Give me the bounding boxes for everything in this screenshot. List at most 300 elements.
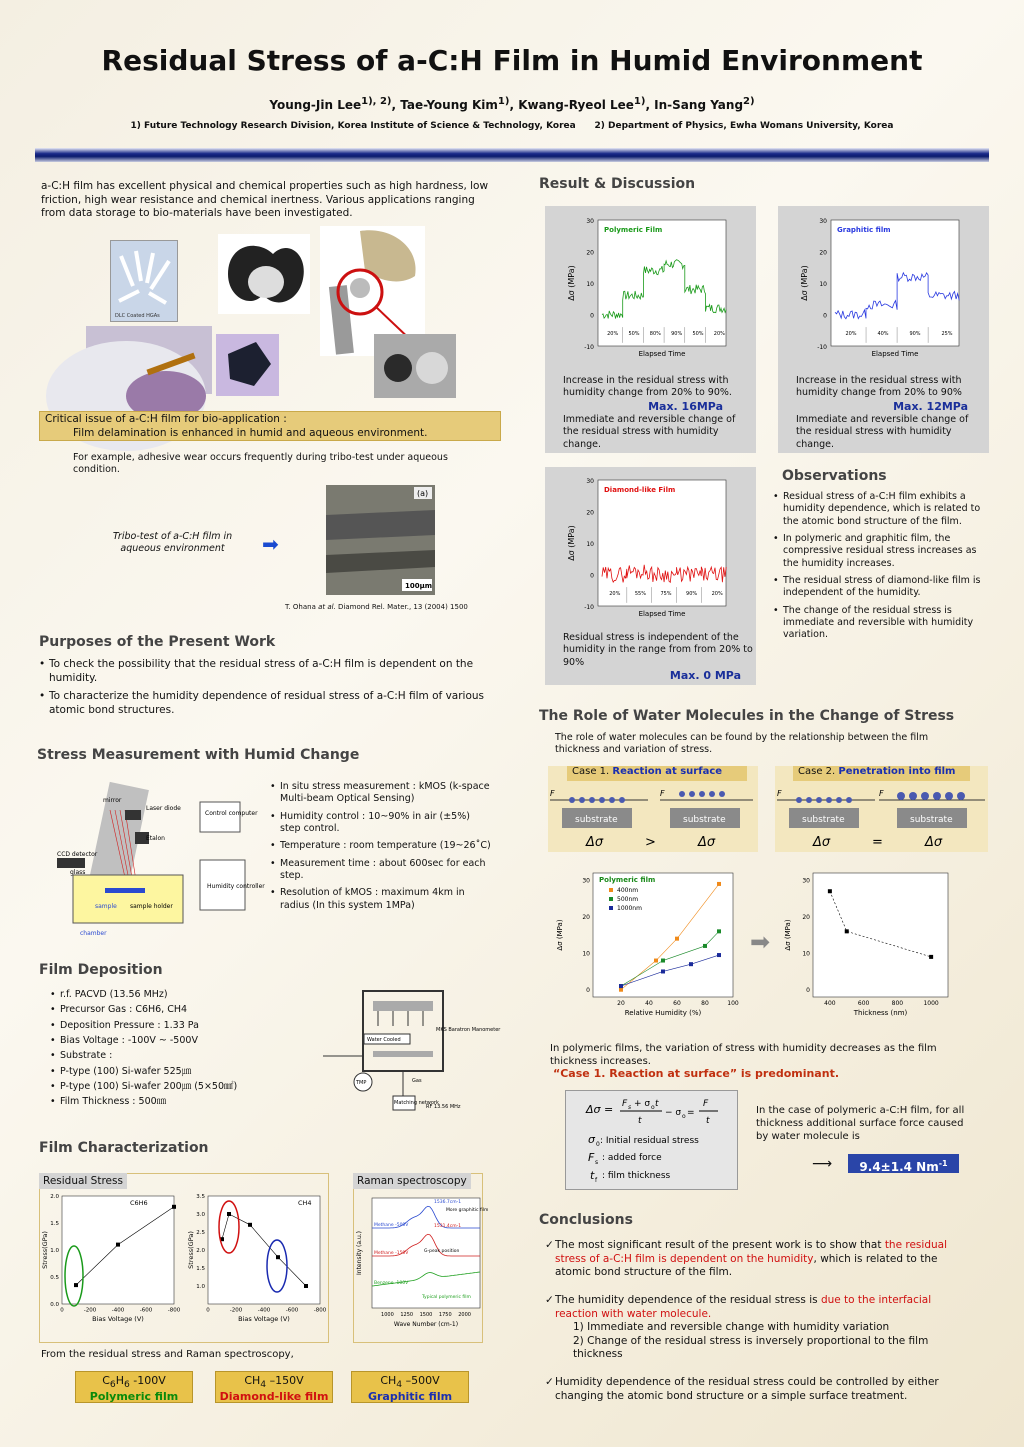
critical-issue-line1: Critical issue of a-C:H film for bio-application : [45,413,287,425]
case2-prefix: Case 2. [798,766,839,777]
x-tick-label: 600 [857,1000,870,1007]
legend-marker [609,888,613,892]
y-axis-label: Δσ (MPa) [567,265,576,301]
ball-joint-photo [374,334,456,398]
x-axis-label: Bias Voltage (V) [238,1315,290,1323]
data-point [619,984,623,988]
y-tick-label: 20 [819,249,827,257]
chamber-label: chamber [80,930,107,937]
g-peak-label: G-peak position [424,1249,460,1254]
data-point [304,1284,308,1288]
stress-ch4-chart [186,1190,326,1330]
data-point [717,929,721,933]
y-tick-label: 0 [823,312,827,320]
micrograph-tag: (a) [417,489,429,498]
typical-polymeric-label: Typical polymeric film [422,1295,471,1300]
characterization-heading: Film Characterization [39,1140,209,1156]
purposes-heading: Purposes of the Present Work [39,634,276,650]
polymeric-max: Max. 16MPa [648,399,723,413]
spectrum-label: Benzene -100V [374,1281,409,1286]
y-tick-label: 10 [802,950,810,958]
humidity-step-label: 90% [686,590,698,597]
sample-label: sample [95,903,117,910]
critical-issue-line2: Film delamination is enhanced in humid and aqueous environment. [73,426,428,439]
y-tick-label: 0.5 [50,1275,59,1282]
polymeric-text-1: Increase in the residual stress with humidity change from 20% to 90%. [563,375,732,399]
y-axis-label: Stress(GPa) [41,1231,49,1269]
case1-label: Reaction at surface [612,766,723,777]
y-tick-label: 10 [586,281,594,288]
long-arrow-icon: ⟶ [812,1156,833,1172]
diamond-max: Max. 0 MPa [669,669,741,683]
stress-item: • Temperature : room temperature (19~26˚C) [270,840,492,852]
tribo-micrograph [326,485,435,595]
more-graphitic-label: More graphitic film [446,1208,489,1213]
svg-text:s: s [628,1104,632,1111]
observations-list [773,491,988,647]
case1-tag [567,766,747,781]
x-tick-label: 0 [60,1307,64,1314]
x-axis-label: Elapsed Time [871,350,919,358]
stress-item: • Humidity control : 10~90% in air (±5%) step control. [270,811,492,836]
x-tick-label: 80 [701,1000,709,1007]
deposition-list [50,989,330,1112]
data-point [74,1283,78,1287]
chart-title: Diamond-like Film [604,486,676,494]
svg-text:Δσ: Δσ [586,835,604,850]
y-axis-label: Δσ (MPa) [784,919,792,951]
graphitic-time-chart [793,212,973,362]
humidity-step-label: 50% [628,330,640,337]
pacvd-diagram [318,986,501,1116]
polymeric-text [563,375,753,451]
case1-diagram [548,784,758,852]
y-tick-label: 1.0 [196,1284,205,1291]
x-tick-label: 400 [824,1000,836,1007]
data-point [689,962,693,966]
svg-text:0: 0 [596,1141,600,1148]
svg-text:σ: σ [588,1133,595,1146]
title-divider-bar [35,148,989,162]
deposition-item: • r.f. PACVD (13.56 MHz) [50,989,330,1001]
humidity-step-label: 20% [609,590,621,597]
x-tick-label: -200 [229,1307,243,1314]
y-tick-label: 30 [819,218,827,225]
spectrum-label: Methane -150V [374,1251,409,1256]
purpose-item: • To characterize the humidity dependence of residual stress of a-C:H film of various atomic bond structures. [39,690,499,717]
y-tick-label: 2.5 [196,1230,205,1237]
svg-text:o: o [651,1104,655,1111]
thickness-chart [783,865,958,1030]
chart-title: CH4 [298,1199,312,1207]
diamond-tag: $CH_4$ –150V Diamond-like film [215,1371,333,1403]
svg-text:t: t [638,1116,642,1126]
case2-tag [793,766,970,781]
x-tick-label: -600 [285,1307,299,1314]
data-point [675,937,679,941]
data-point [116,1243,120,1247]
substrate-label: substrate [802,815,845,825]
y-axis-label: Intensity (a.u.) [356,1231,363,1275]
case2-diagram [775,784,988,852]
x-tick-label: 1000 [923,1000,939,1007]
x-tick-label: -400 [111,1307,125,1314]
humidity-step-label: 20% [711,590,723,597]
y-tick-label: 30 [582,877,590,885]
y-axis-label: Δσ (MPa) [567,525,576,561]
humidity-step-label: 25% [941,330,953,337]
humidity-step-label: 75% [660,590,672,597]
humidity-step-label: 20% [845,330,857,337]
humidity-step-label: 40% [877,330,889,337]
mirror-label: mirror [103,797,122,804]
svg-text:F: F [622,1099,628,1109]
svg-text:f: f [595,1177,598,1184]
x-tick-label: -400 [257,1307,271,1314]
result-heading: Result & Discussion [539,176,696,192]
humidity-label: Humidity controller [207,883,265,890]
matching-label: Matching network [394,1100,439,1106]
stress-measurement-list [270,781,492,917]
data-point [828,889,832,893]
hga-label: DLC Coated HGAs [115,313,160,319]
x-axis-label: Wave Number (cm-1) [393,1321,459,1328]
data-point [227,1212,231,1216]
deposition-item: • Deposition Pressure : 1.33 Pa [50,1020,330,1032]
conclusions-heading: Conclusions [539,1212,633,1228]
ccd-label: CCD detector [57,851,98,858]
y-axis-label: Stress(GPa) [187,1231,195,1269]
y-tick-label: 1.5 [50,1221,59,1228]
y-axis-label: Δσ (MPa) [800,265,809,301]
polymeric-tag-label: Polymeric film [89,1390,179,1404]
conclusion-item [545,1239,975,1280]
critical-issue-callout [39,411,501,441]
substrate-label: substrate [683,815,726,825]
x-tick-label: 0 [206,1307,210,1314]
etalon-label: Etalon [146,835,165,842]
sigma0-def: : Initial residual stress [600,1136,699,1146]
y-tick-label: 0 [806,987,810,995]
humidity-step-label: 55% [634,590,646,597]
chart-title: Polymeric Film [604,226,663,234]
stress-item: • Resolution of kMOS : maximum 4km in radius (In this system 1MPa) [270,887,492,912]
observation-item: • The change of the residual stress is immediate and reversible with humidity variation. [773,605,988,642]
svg-text:t: t [655,1099,659,1109]
hard-disk-photo [86,326,212,394]
deposition-item: • Bias Voltage : -100V ~ -500V [50,1035,330,1047]
legend-marker [609,906,613,910]
conclusion-2-2: 2) Change of the residual stress is inversely proportional to the film thickness [573,1334,929,1361]
glass-label: glass [70,869,86,876]
svg-text:F: F [550,789,555,798]
humidity-step-label: 80% [649,330,661,337]
x-axis-label: Elapsed Time [638,610,686,618]
graphitic-text [796,375,986,451]
tf-def: : film thickness [602,1171,671,1181]
y-tick-label: 0 [590,572,594,580]
diamond-tag-label: Diamond-like film [219,1390,329,1404]
polymeric-time-chart [560,212,740,362]
predominant-note: “Case 1. Reaction at surface” is predominant. [553,1067,839,1080]
gray-arrow-icon: ➡ [750,928,771,956]
x-tick-label: -800 [167,1307,181,1314]
fs-def: : added force [602,1153,662,1163]
y-tick-label: 10 [586,541,594,548]
raman-chart [352,1192,489,1332]
holder-label: sample holder [130,903,173,910]
laser-label: Laser diode [146,805,181,812]
humidity-step-label: 20% [607,330,619,337]
kmos-setup-diagram [55,780,265,940]
from-text: From the residual stress and Raman spectroscopy, [41,1349,294,1360]
y-tick-label: 3.5 [196,1194,205,1201]
svg-text:s: s [595,1159,599,1166]
stress-heading: Stress Measurement with Humid Change [37,747,360,763]
plot-frame [598,480,726,606]
y-tick-label: 10 [819,281,827,288]
humidity-step-label: 90% [671,330,683,337]
affiliations [0,121,1024,131]
conclusion-1a: The most significant result of the present work is to show that [555,1239,885,1251]
legend-label: 1000nm [617,905,642,912]
x-tick-label: 20 [617,1000,625,1007]
x-axis-label: Elapsed Time [638,350,686,358]
substrate-label: substrate [575,815,618,825]
peak-label: 1536.7cm-1 [434,1200,462,1205]
equation-box [565,1090,738,1190]
svg-text:+ σ: + σ [634,1099,651,1109]
legend-label: 500nm [617,896,639,903]
equals: = [872,835,883,850]
water-cooled-label: Water Cooled [367,1037,401,1043]
svg-text:Δσ: Δσ [698,835,716,850]
substrate-label: substrate [910,815,953,825]
x-axis-label: Relative Humidity (%) [624,1009,702,1017]
deposition-item: • P-type (100) Si-wafer 525㎛ [50,1066,330,1078]
x-tick-label: -200 [83,1307,97,1314]
humidity-step-label: 50% [692,330,704,337]
wear-example: For example, adhesive wear occurs frequently during tribo-test under aqueous condition. [73,452,448,476]
data-point [717,882,721,886]
svg-text:Δσ =: Δσ = [586,1103,614,1116]
humidity-chart [555,865,745,1030]
deposition-item: • Substrate : [50,1050,330,1062]
arrow-right-icon: ➡ [262,532,279,556]
svg-text:F: F [777,789,782,798]
data-point [703,944,707,948]
deposition-item: • Film Thickness : 500㎚ [50,1096,330,1108]
x-tick-label: -600 [139,1307,153,1314]
svg-text:F: F [660,789,665,798]
plot-frame [831,220,959,346]
y-tick-label: -10 [584,344,594,351]
polymeric-note: In polymeric films, the variation of stress with humidity decreases as the film thickness increases. [550,1043,937,1067]
purposes-list [39,658,499,723]
tribo-caption: Tribo-test of a-C:H film in aqueous environment [112,531,233,555]
surface-force-note: In the case of polymeric a-C:H film, for all thickness additional surface force caused by water molecule is [756,1105,965,1142]
reference-journal: Diamond Rel. Mater., 13 (2004) 1500 [335,603,468,611]
y-tick-label: 0 [586,987,590,995]
graphitic-tag: $CH_4$ –500V Graphitic film [351,1371,469,1403]
humidity-step-label: 20% [713,330,725,337]
y-tick-label: 20 [802,914,810,922]
graphitic-max: Max. 12MPa [893,399,968,413]
x-axis-label: Thickness (nm) [853,1009,908,1017]
x-tick-label: 40 [645,1000,653,1007]
y-tick-label: 30 [586,478,594,485]
reference-etal: at al. [318,603,336,611]
stress-c6h6-chart [40,1190,180,1330]
spectrum-label: Methane -500V [374,1223,409,1228]
polymeric-tag: $C_6H_6$ -100V Polymeric film [75,1371,193,1403]
case2-label: Penetration into film [838,766,956,777]
greater-than: > [645,835,656,850]
y-tick-label: -10 [817,344,827,351]
x-tick-label: 100 [727,1000,739,1007]
svg-text:F: F [703,1099,709,1109]
force-value-badge: 9.4±1.4 $Nm^{-1}$ [848,1154,959,1173]
x-tick-label: 1750 [438,1312,452,1318]
data-point [661,959,665,963]
x-tick-label: 1250 [400,1312,414,1318]
hga-photo [110,240,178,322]
x-axis-label: Bias Voltage (V) [92,1315,144,1323]
conclusions-list [545,1239,975,1408]
reference-citation [285,603,468,611]
svg-text:F: F [879,789,884,798]
y-tick-label: 0.0 [50,1302,59,1309]
affiliation-2: 2) Department of Physics, Ewha Womans University, Korea [594,121,894,131]
reference-author: T. Ohana [285,603,319,611]
page-title: Residual Stress of a-C:H Film in Humid Environment [101,44,923,77]
legend-label: 400nm [617,887,639,894]
plot-frame [813,873,948,997]
y-tick-label: 20 [586,509,594,517]
y-tick-label: 2.0 [196,1248,205,1255]
data-point [717,953,721,957]
conclusion-1b: the residual stress of a-C:H film is dependent on the humidity [555,1239,947,1265]
data-point [172,1205,176,1209]
stress-item: • In situ stress measurement : kMOS (k-space Multi-beam Optical Sensing) [270,781,492,806]
water-heading: The Role of Water Molecules in the Change of Stress [539,708,955,724]
affiliation-1: 1) Future Technology Research Division, Korea Institute of Science & Technology, Korea [130,121,576,131]
tmp-label: TMP [356,1080,367,1086]
conclusion-item [545,1294,975,1362]
svg-text:Δσ: Δσ [813,835,831,850]
data-point [248,1223,252,1227]
conclusion-1c: , which is related to the atomic bond structure of the film. [555,1252,938,1279]
conclusion-2a: The humidity dependence of the residual stress is [555,1293,821,1306]
lens-photo [216,334,279,396]
case1-prefix: Case 1. [572,766,613,777]
svg-text:F: F [588,1151,595,1164]
conclusion-2b: due to the interfacial reaction with water molecule. [555,1293,932,1320]
chart-title: C6H6 [130,1199,148,1207]
humidity-step-label: 90% [909,330,921,337]
y-tick-label: 30 [586,218,594,225]
x-tick-label: 2000 [458,1312,471,1318]
y-tick-label: 30 [802,877,810,885]
x-tick-label: 800 [891,1000,904,1007]
plot-frame [598,220,726,346]
data-point [929,955,933,959]
peak-label: 1531.4cm-1 [434,1224,462,1229]
legend-marker [609,897,613,901]
diamond-text-1: Residual stress is independent of the humidity in the range from from 20% to 90% [563,632,753,668]
y-tick-label: 3.0 [196,1212,205,1219]
chart-title: Graphitic film [837,226,891,234]
data-point [661,969,665,973]
y-tick-label: -10 [584,604,594,611]
conclusion-2-1: 1) Immediate and reversible change with humidity variation [573,1321,890,1334]
data-point [276,1255,280,1259]
svg-text:t: t [590,1169,595,1182]
svg-text:=: = [687,1108,695,1118]
mks-label: MKS Baratron Manometer [436,1027,501,1033]
bio-part-photo [218,234,310,314]
observation-item: • Residual stress of a-C:H film exhibits a humidity dependence, which is related to the atomic bond structure of the film. [773,491,988,528]
deposition-item: • Precursor Gas : C6H6, CH4 [50,1004,330,1016]
plot-frame [593,873,733,997]
diamond-time-chart [560,472,740,622]
residual-stress-tag: Residual Stress [39,1173,127,1189]
rf-label: RF 13.56 MHz [426,1104,461,1110]
deposition-item: • P-type (100) Si-wafer 200㎛ (5×50㎟) [50,1081,330,1093]
water-intro: The role of water molecules can be found by the relationship between the film thickness and variation of stress. [555,732,929,756]
y-tick-label: 2.0 [50,1194,59,1201]
x-tick-label: -800 [313,1307,327,1314]
deposition-heading: Film Deposition [39,962,163,978]
raman-tag: Raman spectroscopy [353,1173,471,1189]
y-tick-label: 10 [582,950,590,958]
stress-item: • Measurement time : about 600sec for each step. [270,858,492,883]
y-tick-label: 20 [582,914,590,922]
x-tick-label: 60 [673,1000,681,1007]
svg-text:t: t [706,1116,710,1126]
svg-text:− σ: − σ [665,1108,682,1118]
y-tick-label: 20 [586,249,594,257]
control-label: Control computer [205,810,258,817]
chart-title: Polymeric film [599,876,656,884]
graphitic-text-1: Increase in the residual stress with humidity change from 20% to 90% [796,375,962,399]
intro-text: a-C:H film has excellent physical and chemical properties such as high hardness, low friction, high wear resistance and chemical inertness. Various applications ranging from data storage to bio-materials have been investigated. [41,180,489,220]
y-tick-label: 1.0 [50,1248,59,1255]
observation-item: • In polymeric and graphitic film, the compressive residual stress increases as the humidity increases. [773,533,988,570]
graphitic-text-2: Immediate and reversible change of the residual stress with humidity change. [796,413,969,450]
y-tick-label: 0 [590,312,594,320]
polymeric-text-2: Immediate and reversible change of the residual stress with humidity change. [563,413,736,450]
conclusion-item: ✓ Humidity dependence of the residual stress could be controlled by either changing the atomic bond structure or a simple surface treatment. [545,1376,975,1403]
gas-label: Gas [412,1078,422,1084]
y-tick-label: 1.5 [196,1266,205,1273]
diamond-text [563,632,753,683]
observation-item: • The residual stress of diamond-like film is independent of the humidity. [773,575,988,600]
data-point [654,959,658,963]
svg-text:Δσ: Δσ [925,835,943,850]
micrograph-scale: 100μm [405,582,433,590]
x-tick-label: 1500 [419,1312,433,1318]
data-point [619,988,623,992]
graphitic-tag-label: Graphitic film [367,1390,453,1404]
purpose-item: • To check the possibility that the residual stress of a-C:H film is dependent on the humidity. [39,658,499,685]
observations-heading: Observations [782,468,887,484]
authors: Young-Jin Lee$^{1), 2)}$, Tae-Young Kim$^{1)}$, Kwang-Ryeol Lee$^{1)}$, In-Sang Yang$^{2)}$ [269,96,755,112]
data-point [845,929,849,933]
x-tick-label: 1000 [381,1312,394,1318]
y-axis-label: Δσ (MPa) [556,919,564,951]
svg-text:o: o [682,1113,686,1120]
